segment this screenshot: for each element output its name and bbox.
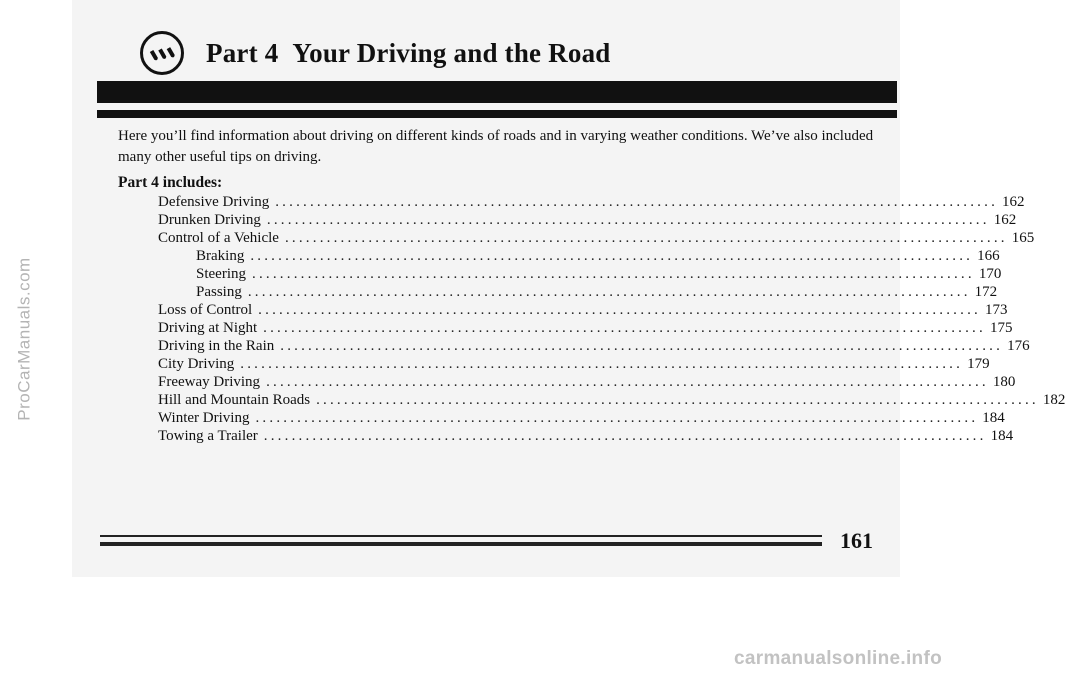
part-title: Your Driving and the Road xyxy=(292,37,611,68)
toc-subentry[interactable] xyxy=(158,283,998,301)
toc-entry[interactable] xyxy=(158,337,1030,355)
toc-label: Driving in the Rain xyxy=(158,338,275,354)
section-header xyxy=(140,30,610,76)
toc-page: 165 xyxy=(1011,230,1035,246)
toc-entry[interactable] xyxy=(158,193,1025,211)
toc-label: Hill and Mountain Roads xyxy=(158,392,311,408)
toc-page: 175 xyxy=(989,320,1013,336)
dot-leader: ........................................................................................................ xyxy=(263,428,987,444)
footer-rule xyxy=(100,542,822,546)
toc-page: 162 xyxy=(993,212,1017,228)
dot-leader: ........................................................................................................ xyxy=(316,392,1039,408)
toc-label: Driving at Night xyxy=(158,320,258,336)
toc-entry[interactable] xyxy=(158,229,1035,247)
toc-label: City Driving xyxy=(158,356,235,372)
toc-label: Drunken Driving xyxy=(158,212,261,228)
dot-leader: ........................................................................................................ xyxy=(240,356,964,372)
toc-entry[interactable] xyxy=(158,319,1013,337)
toc-label: Steering xyxy=(196,266,246,282)
toc-entry[interactable] xyxy=(158,391,1065,409)
part-label: Part 4 xyxy=(206,37,279,68)
toc-subentry[interactable] xyxy=(158,247,1000,265)
toc-entry[interactable] xyxy=(158,373,1016,391)
toc-page: 179 xyxy=(967,356,990,372)
toc-label: Winter Driving xyxy=(158,410,250,426)
toc-entry[interactable] xyxy=(158,427,1014,445)
dot-leader: ........................................................................................................ xyxy=(275,194,999,210)
buick-tri-shield-icon xyxy=(140,31,184,75)
dot-leader: ........................................................................................................ xyxy=(266,212,990,228)
toc-page: 170 xyxy=(978,266,1002,282)
toc-page: 176 xyxy=(1007,338,1030,354)
dot-leader: ........................................................................................................ xyxy=(255,410,979,426)
toc-label: Passing xyxy=(196,284,242,300)
toc-page: 172 xyxy=(974,284,998,300)
header-bar-thin xyxy=(97,110,897,118)
toc-label: Defensive Driving xyxy=(158,194,270,210)
toc-label: Towing a Trailer xyxy=(158,428,258,444)
toc-label: Freeway Driving xyxy=(158,374,261,390)
side-watermark-text: ProCarManuals.com xyxy=(15,256,35,421)
toc-label: Loss of Control xyxy=(158,302,253,318)
table-of-contents xyxy=(158,193,1065,445)
includes-heading: Part 4 includes: xyxy=(118,174,223,191)
page-title xyxy=(206,38,610,69)
dot-leader: ........................................................................................................ xyxy=(266,374,989,390)
toc-label: Braking xyxy=(196,248,245,264)
footer-rule xyxy=(100,535,822,537)
toc-page: 184 xyxy=(990,428,1014,444)
toc-page: 180 xyxy=(992,374,1016,390)
side-watermark xyxy=(10,0,40,677)
toc-entry[interactable] xyxy=(158,301,1008,319)
toc-page: 162 xyxy=(1002,194,1025,210)
dot-leader: ........................................................................................................ xyxy=(250,248,974,264)
dot-leader: ........................................................................................................ xyxy=(280,338,1004,354)
toc-label: Control of a Vehicle xyxy=(158,230,279,246)
toc-page: 184 xyxy=(982,410,1005,426)
toc-subentry[interactable] xyxy=(158,265,1002,283)
dot-leader: ........................................................................................................ xyxy=(263,320,986,336)
toc-page: 182 xyxy=(1042,392,1065,408)
header-bar-thick xyxy=(97,81,897,103)
intro-paragraph: Here you’ll find information about driving on different kinds of roads and in varying weather conditions. We’ve also included many other useful tips on driving. xyxy=(118,128,874,165)
page-number: 161 xyxy=(840,528,873,553)
toc-entry[interactable] xyxy=(158,409,1005,427)
dot-leader: ........................................................................................................ xyxy=(284,230,1008,246)
toc-entry[interactable] xyxy=(158,211,1017,229)
dot-leader: ........................................................................................................ xyxy=(247,284,971,300)
dot-leader: ........................................................................................................ xyxy=(258,302,981,318)
dot-leader: ........................................................................................................ xyxy=(252,266,975,282)
toc-page: 166 xyxy=(977,248,1000,264)
bottom-watermark: carmanualsonline.info xyxy=(734,648,942,669)
toc-entry[interactable] xyxy=(158,355,990,373)
toc-page: 173 xyxy=(984,302,1008,318)
